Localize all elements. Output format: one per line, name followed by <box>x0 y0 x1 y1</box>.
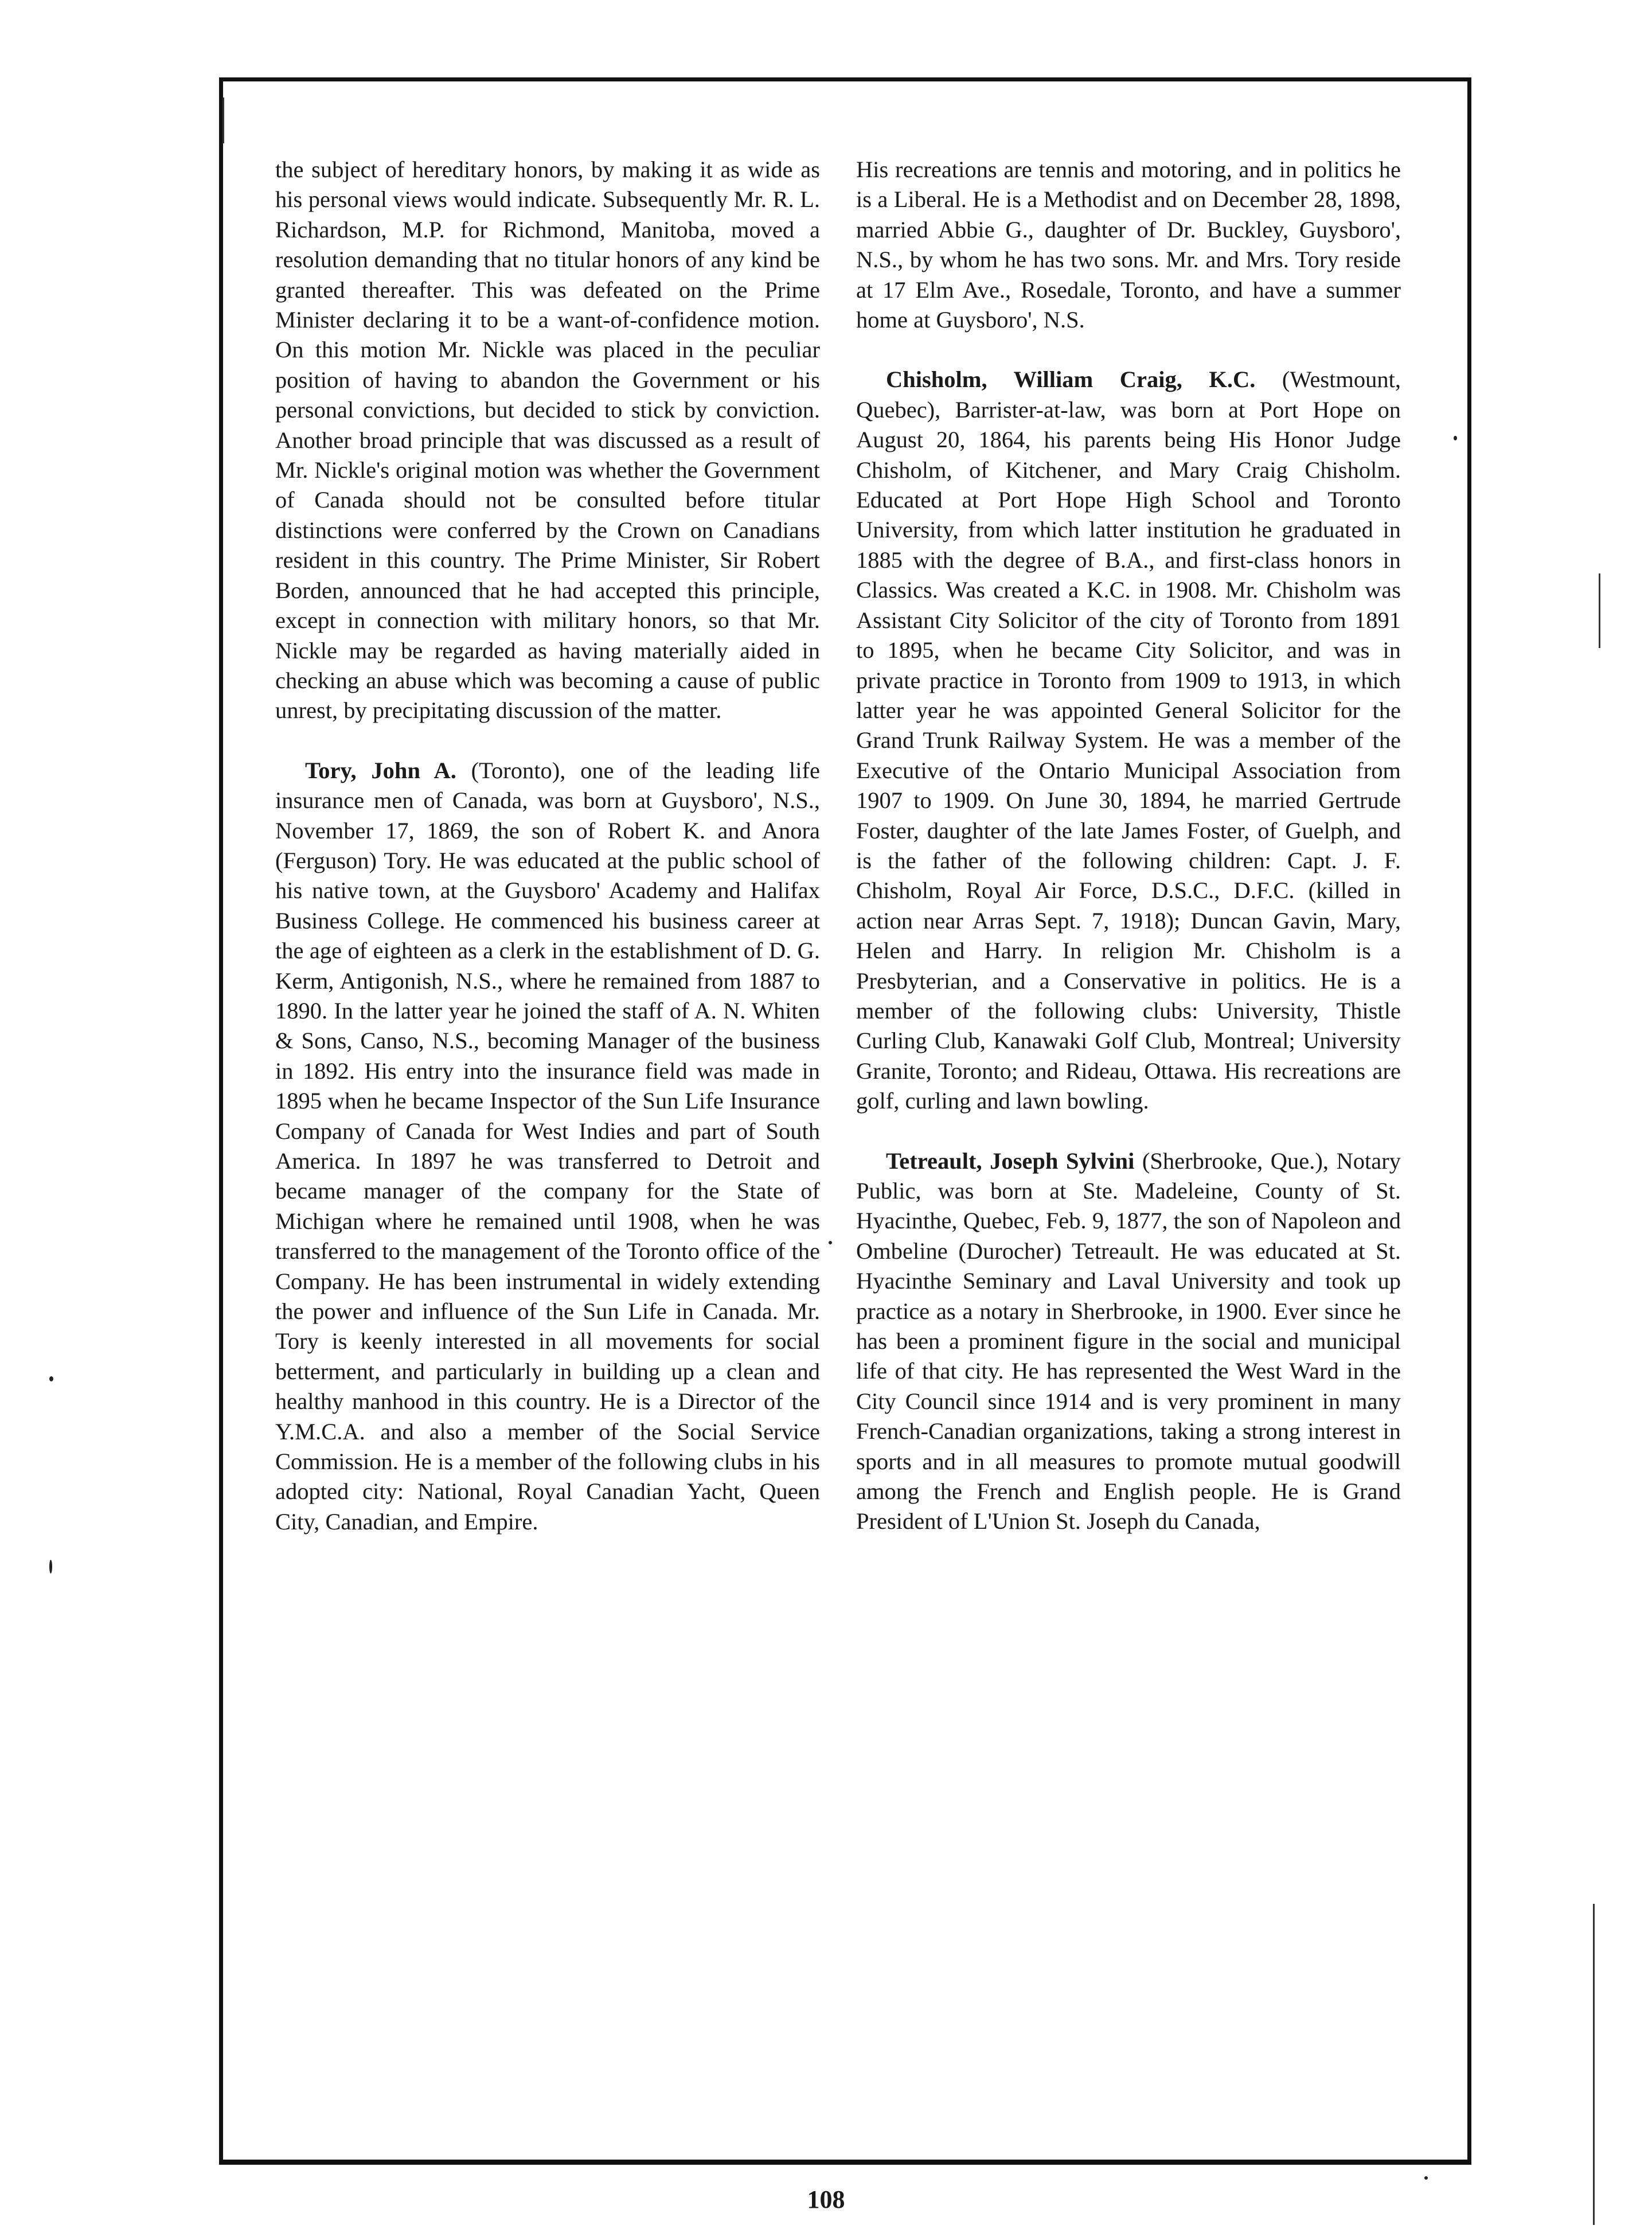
left-text-column <box>275 155 820 1567</box>
continuation-paragraph: the subject of hereditary honors, by making it as wide as his personal views would indicate. Subsequently Mr. R. L. Richardson, M.P. for Richmond, Manitoba, moved a resolution demanding that no titular honors of any kind be granted thereafter. This was defeated on the Prime Minister declaring it to be a want-of-confidence motion. On this motion Mr. Nickle was placed in the peculiar position of having to abandon the Government or his personal convictions, but decided to stick by conviction. Another broad principle that was discussed as a result of Mr. Nickle's original motion was whether the Government of Canada should not be consulted before titular distinctions were conferred by the Crown on Canadians resident in this country. The Prime Minister, Sir Robert Borden, announced that he had accepted this principle, except in connection with military honors, so that Mr. Nickle may be regarded as having materially aided in checking an abuse which was becoming a cause of public unrest, by precipitating discussion of the matter. <box>275 157 820 724</box>
scan-speck <box>829 1241 832 1244</box>
right-text-column <box>856 155 1401 1567</box>
scan-edge-mark <box>1593 1904 1595 2225</box>
entry-name-tetreault: Tetreault, Joseph Sylvini <box>886 1147 1135 1174</box>
entry-name-chisholm: Chisholm, William Craig, K.C. <box>886 366 1256 393</box>
entry-body-tory: (Toronto), one of the leading life insurance men of Canada, was born at Guysboro', N.S., November 17, 1869, the son of Robert K. and Anora (Ferguson) Tory. He was educated at the public school of his native town, at the Guysboro' Academy and Halifax Business College. He commenced his business career at the age of eighteen as a clerk in the establishment of D. G. Kerm, Antigonish, N.S., where he remained from 1887 to 1890. In the latter year he joined the staff of A. N. Whiten & Sons, Canso, N.S., becoming Manager of the business in 1892. His entry into the insurance field was made in 1895 when he became Inspector of the Sun Life Insurance Company of Canada for West Indies and part of South America. In 1897 he was transferred to Detroit and became manager of the company for the State of Michigan where he remained until 1908, when he was transferred to the management of the Toronto office of the Company. He has been instrumental in widely extending the power and influence of the Sun Life in Canada. Mr. Tory is keenly interested in all movements for social betterment, and particularly in building up a clean and healthy manhood in this country. He is a Director of the Y.M.C.A. and also a member of the Social Service Commission. He is a member of the following clubs in his adopted city: National, Royal Canadian Yacht, Queen City, Canadian, and Empire. <box>275 757 820 1535</box>
entry-chisholm <box>856 365 1401 1116</box>
scan-edge-mark <box>1599 573 1600 648</box>
scan-edge-mark <box>222 97 224 143</box>
entry-tetreault <box>856 1146 1401 1537</box>
entry-name-tory: Tory, John A. <box>305 757 456 783</box>
scan-speck <box>1424 2176 1428 2180</box>
entry-body-chisholm: (Westmount, Quebec), Barrister-at-law, was born at Port Hope on August 20, 1864, his parents being His Honor Judge Chisholm, of Kitchener, and Mary Craig Chisholm. Educated at Port Hope High School and Toronto University, from which latter institution he graduated in 1885 with the degree of B.A., and first-class honors in Classics. Was created a K.C. in 1908. Mr. Chisholm was Assistant City Solicitor of the city of Toronto from 1891 to 1895, when he became City Solicitor, and was in private practice in Toronto from 1909 to 1913, in which latter year he was appointed General Solicitor for the Grand Trunk Railway System. He was a member of the Executive of the Ontario Municipal Association from 1907 to 1909. On June 30, 1894, he married Gertrude Foster, daughter of the late James Foster, of Guelph, and is the father of the following children: Capt. J. F. Chisholm, Royal Air Force, D.S.C., D.F.C. (killed in action near Arras Sept. 7, 1918); Duncan Gavin, Mary, Helen and Harry. In religion Mr. Chisholm is a Presbyterian, and a Conservative in politics. He is a member of the following clubs: University, Thistle Curling Club, Kanawaki Golf Club, Montreal; University Granite, Toronto; and Rideau, Ottawa. His recreations are golf, curling and lawn bowling. <box>856 366 1401 1114</box>
page-number: 108 <box>807 2185 845 2213</box>
scan-speck <box>1454 436 1457 440</box>
scan-speck <box>49 1376 53 1381</box>
scan-speck <box>49 1560 52 1574</box>
tory-continued-paragraph: His recreations are tennis and motoring, and in politics he is a Liberal. He is a Methodist and on December 28, 1898, married Abbie G., daughter of Dr. Buckley, Guysboro', N.S., by whom he has two sons. Mr. and Mrs. Tory reside at 17 Elm Ave., Rosedale, Toronto, and have a summer home at Guysboro', N.S. <box>856 157 1401 333</box>
entry-tory <box>275 756 820 1537</box>
entry-body-tetreault: (Sherbrooke, Que.), Notary Public, was born at Ste. Madeleine, County of St. Hyacinthe, Quebec, Feb. 9, 1877, the son of Napoleon and Ombeline (Durocher) Tetreault. He was educated at St. Hyacinthe Seminary and Laval University and took up practice as a notary in Sherbrooke, in 1900. Ever since he has been a prominent figure in the social and municipal life of that city. He has represented the West Ward in the City Council since 1914 and is very prominent in many French-Canadian organizations, taking a strong interest in sports and in all measures to promote mutual goodwill among the French and English people. He is Grand President of L'Union St. Joseph du Canada, <box>856 1147 1401 1535</box>
